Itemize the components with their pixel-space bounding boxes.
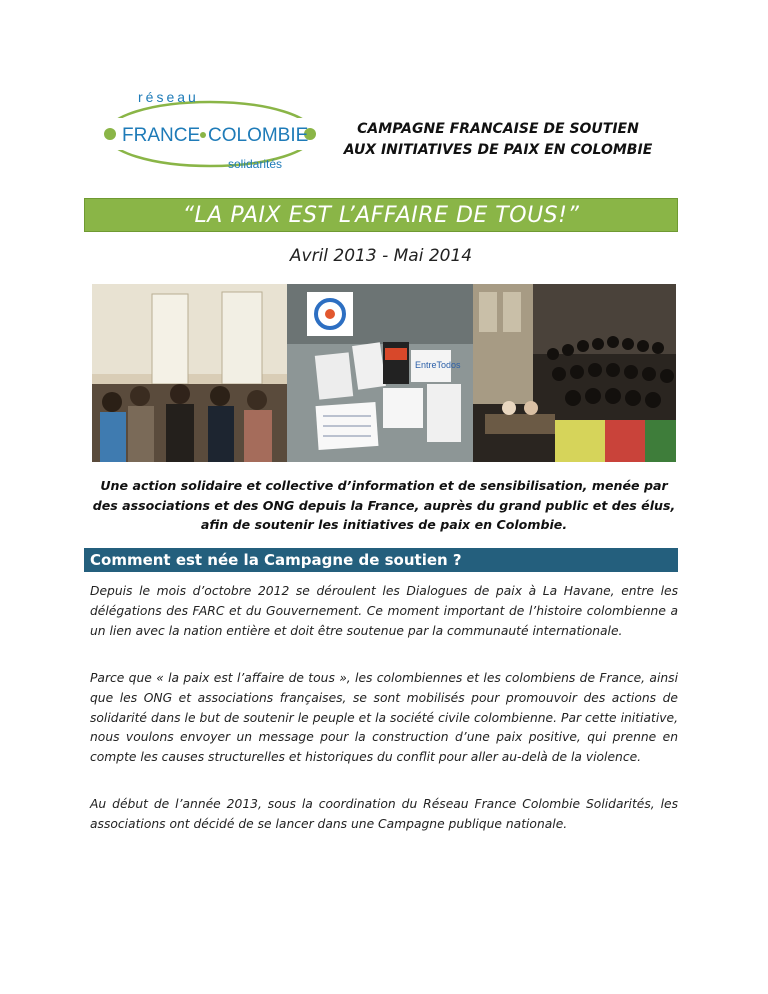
logo-graphic (100, 84, 320, 176)
photo-strip (92, 284, 676, 462)
campaign-line-2: AUX INITIATIVES DE PAIX EN COLOMBIE (343, 142, 653, 158)
body-paragraph-2: Parce que « la paix est l’affaire de tous », les colombiennes et les colombiens de France, ainsi que les ONG et associations françaises, se sont mobilisés pour promouvoir des actions de solidarité dans le but de soutenir le peuple et la société civile colombienne. Par cette initiative, nous voulons envoyer un message pour la construction d’une paix positive, qui prenne en compte les causes structurelles et historiques du conflit pour aller au-delà de la violence. (90, 671, 678, 765)
campaign-leaflets-photo (287, 284, 473, 462)
campaign-dates: Avril 2013 - Mai 2014 (289, 246, 473, 266)
logo-main-right: COLOMBIE (208, 125, 309, 146)
logo-top-text: réseau (138, 89, 199, 105)
logo-bottom-text: solidarités (228, 157, 283, 171)
meeting-room-photo (92, 284, 287, 462)
body-paragraph-3: Au début de l’année 2013, sous la coordination du Réseau France Colombie Solidarités, les associations ont décidé de se lancer dans une Campagne publique nationale. (90, 797, 678, 831)
leaflet-text: EntreTodos (415, 360, 461, 370)
body-paragraph-1: Depuis le mois d’octobre 2012 se déroulent les Dialogues de paix à La Havane, entre les délégations des FARC et du Gouvernement. Ce moment important de l’histoire colombienne a un lien avec la nation entière et doit être soutenue par la communauté internationale. (90, 584, 678, 638)
intro-paragraph: Une action solidaire et collective d’information et de sensibilisation, menée par des associations et des ONG depuis la France, auprès du grand public et des élus, afin de soutenir les initiatives de paix en Colombie. (92, 478, 676, 532)
logo-main-left: FRANCE (122, 125, 201, 146)
campaign-line-1: CAMPAGNE FRANCAISE DE SOUTIEN (357, 121, 639, 137)
campaign-heading (322, 119, 674, 161)
section-heading: Comment est née la Campagne de soutien ? (84, 548, 678, 572)
reseau-france-colombie-logo (100, 84, 320, 176)
auditorium-photo (473, 284, 676, 462)
title-banner: “LA PAIX EST L’AFFAIRE DE TOUS!” (84, 198, 678, 232)
